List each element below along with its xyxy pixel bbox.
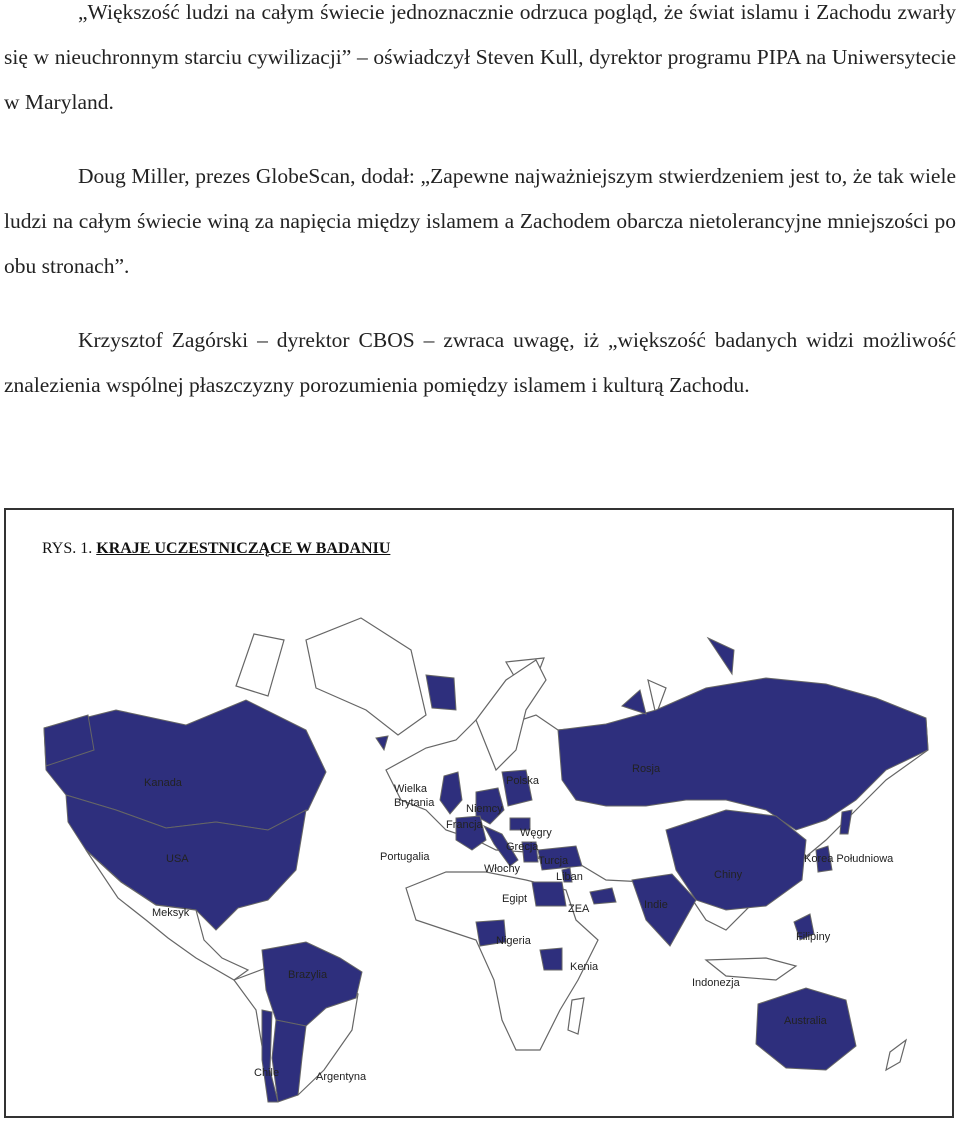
label-chile: Chile	[254, 1067, 280, 1079]
figure-box	[4, 508, 954, 1118]
label-meksyk: Meksyk	[152, 907, 190, 919]
label-usa: USA	[166, 853, 189, 865]
label-brazylia: Brazylia	[288, 969, 328, 981]
paragraph-3: Krzysztof Zagórski – dyrektor CBOS – zwraca uwagę, iż „większość badanych widzi możliwość znalezienia wspólnej płaszczyzny porozumienia pomiędzy islamem i kulturą Zachodu.	[4, 328, 956, 397]
paragraph-2: Doug Miller, prezes GlobeScan, dodał: „Zapewne najważniejszym stwierdzeniem jest to, że tak wiele ludzi na całym świecie winą za napięcia między islamem a Zachodem obarcza nietolerancyjne mniejszości po obu stronach”.	[4, 164, 956, 278]
label-indonezja: Indonezja	[692, 977, 740, 989]
label-wlochy: Włochy	[484, 863, 521, 875]
label-wielka: Wielka	[394, 783, 428, 795]
label-indie: Indie	[644, 899, 668, 911]
label-zea: ZEA	[568, 903, 590, 915]
label-turcja: Turcja	[538, 855, 569, 867]
australia-shape	[756, 988, 856, 1070]
arctic-shape	[622, 690, 646, 714]
japan-shape	[840, 810, 852, 834]
label-niemcy: Niemcy	[466, 803, 503, 815]
kenia-shape	[540, 948, 562, 970]
label-grecja: Grecja	[506, 841, 539, 853]
label-korea: Korea Południowa	[804, 853, 894, 865]
label-wegry: Węgry	[520, 827, 552, 839]
figure-caption-title: KRAJE UCZESTNICZĄCE W BADANIU	[96, 540, 391, 557]
paragraph-1: „Większość ludzi na całym świecie jednoznacznie odrzuca pogląd, że świat islamu i Zachodu zwarły się w nieuchronnym starciu cywilizacji” – oświadczył Steven Kull, dyrektor programu PIPA na Uniwersytecie w Maryland.	[4, 0, 956, 114]
egipt-shape	[532, 882, 566, 906]
label-polska: Polska	[506, 775, 540, 787]
label-portugalia: Portugalia	[380, 851, 430, 863]
world-map	[6, 510, 952, 1116]
madagascar-shape	[568, 998, 584, 1034]
label-australia: Australia	[784, 1015, 827, 1027]
greenland-shape	[306, 618, 426, 735]
label-filipiny: Filipiny	[796, 931, 831, 943]
label-liban: Liban	[556, 871, 583, 883]
label-francja: Francja	[446, 819, 483, 831]
arctic-shape	[708, 638, 734, 674]
zea-shape	[590, 888, 616, 904]
label-nigeria: Nigeria	[496, 935, 531, 947]
arctic-island-shape	[236, 634, 284, 696]
label-kanada: Kanada	[144, 777, 182, 789]
quebec-shape	[376, 736, 388, 750]
label-argentyna: Argentyna	[316, 1071, 367, 1083]
label-brytania: Brytania	[394, 797, 435, 809]
label-chiny: Chiny	[714, 869, 743, 881]
label-rosja: Rosja	[632, 763, 661, 775]
lake-shape	[426, 675, 456, 710]
label-kenia: Kenia	[570, 961, 599, 973]
figure-caption-prefix: RYS. 1.	[42, 540, 93, 557]
label-egipt: Egipt	[502, 893, 528, 905]
new-zealand-shape	[886, 1040, 906, 1070]
